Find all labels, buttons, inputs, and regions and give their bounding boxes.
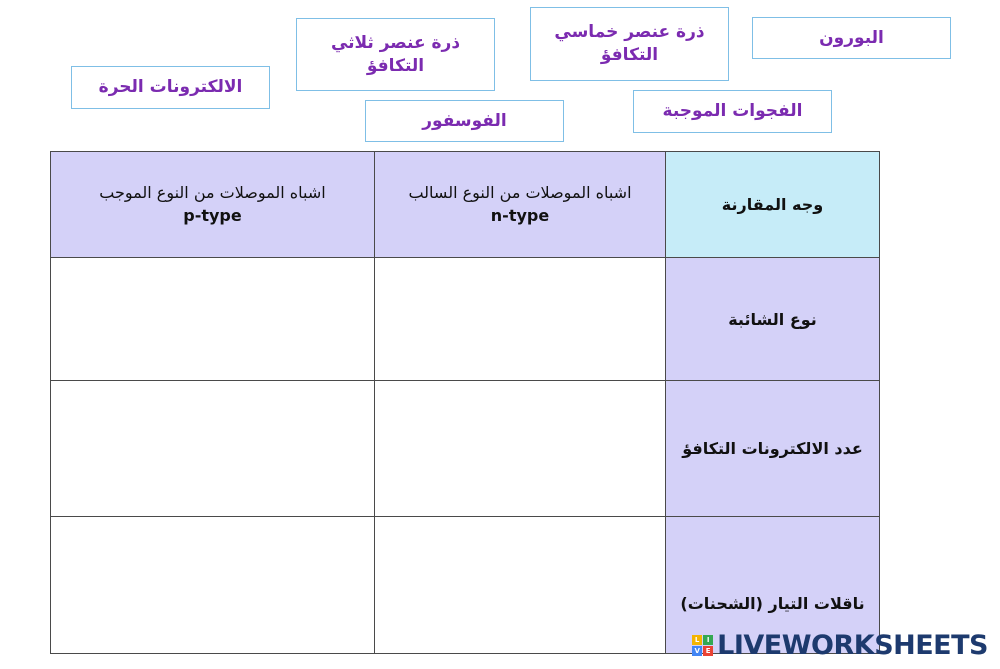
drop-cell-valence-n[interactable]: [375, 381, 666, 517]
liveworksheets-logo: [692, 630, 988, 661]
drop-cell-carriers-n[interactable]: [375, 517, 666, 654]
chip-boron[interactable]: [752, 17, 951, 59]
chip-pentavalent-line2: التكافؤ: [600, 45, 659, 65]
drop-cell-impurity-p[interactable]: [51, 258, 375, 381]
table-header-row: [51, 152, 880, 258]
row-label-valence-electrons: عدد الالكترونات التكافؤ: [666, 381, 880, 517]
row-label-charge-carriers: ناقلات التيار (الشحنات): [666, 517, 880, 654]
table-row: [51, 258, 880, 381]
chip-pentavalent-atom[interactable]: [530, 7, 729, 81]
drop-cell-carriers-p[interactable]: [51, 517, 375, 654]
header-p-type-english: p-type: [183, 205, 242, 225]
chip-pentavalent-line1: ذرة عنصر خماسي: [554, 22, 705, 43]
chip-boron-label: البورون: [819, 27, 884, 48]
chip-positive-holes-label: الفجوات الموجبة: [662, 101, 803, 122]
logo-tile-e: E: [703, 646, 713, 656]
chip-free-electrons-label: الالكترونات الحرة: [98, 77, 243, 98]
chip-trivalent-atom[interactable]: [296, 18, 495, 91]
logo-tile-v: V: [692, 646, 702, 656]
chip-trivalent-line2: التكافؤ: [366, 55, 425, 76]
drop-cell-impurity-n[interactable]: [375, 258, 666, 381]
liveworksheets-logo-text: LIVEWORKSHEETS: [717, 630, 988, 661]
chip-free-electrons[interactable]: [71, 66, 270, 109]
header-n-type: [375, 152, 666, 258]
chip-phosphorus-label: الفوسفور: [422, 110, 507, 131]
header-p-type-arabic: اشباه الموصلات من النوع الموجب: [99, 183, 326, 203]
logo-tile-i: I: [703, 635, 713, 645]
header-comparison-aspect: وجه المقارنة: [666, 152, 880, 258]
logo-tile-l: L: [692, 635, 702, 645]
drop-cell-valence-p[interactable]: [51, 381, 375, 517]
header-p-type: [51, 152, 375, 258]
chip-trivalent-line1: ذرة عنصر ثلاثي: [330, 32, 461, 53]
row-label-impurity-type: نوع الشائبة: [666, 258, 880, 381]
comparison-table: [50, 151, 880, 654]
liveworksheets-logo-icon: [692, 635, 713, 656]
chip-positive-holes[interactable]: [633, 90, 832, 133]
table-row: [51, 381, 880, 517]
chip-phosphorus[interactable]: [365, 100, 564, 142]
header-n-type-arabic: اشباه الموصلات من النوع السالب: [408, 183, 632, 203]
header-n-type-english: n-type: [490, 205, 550, 225]
